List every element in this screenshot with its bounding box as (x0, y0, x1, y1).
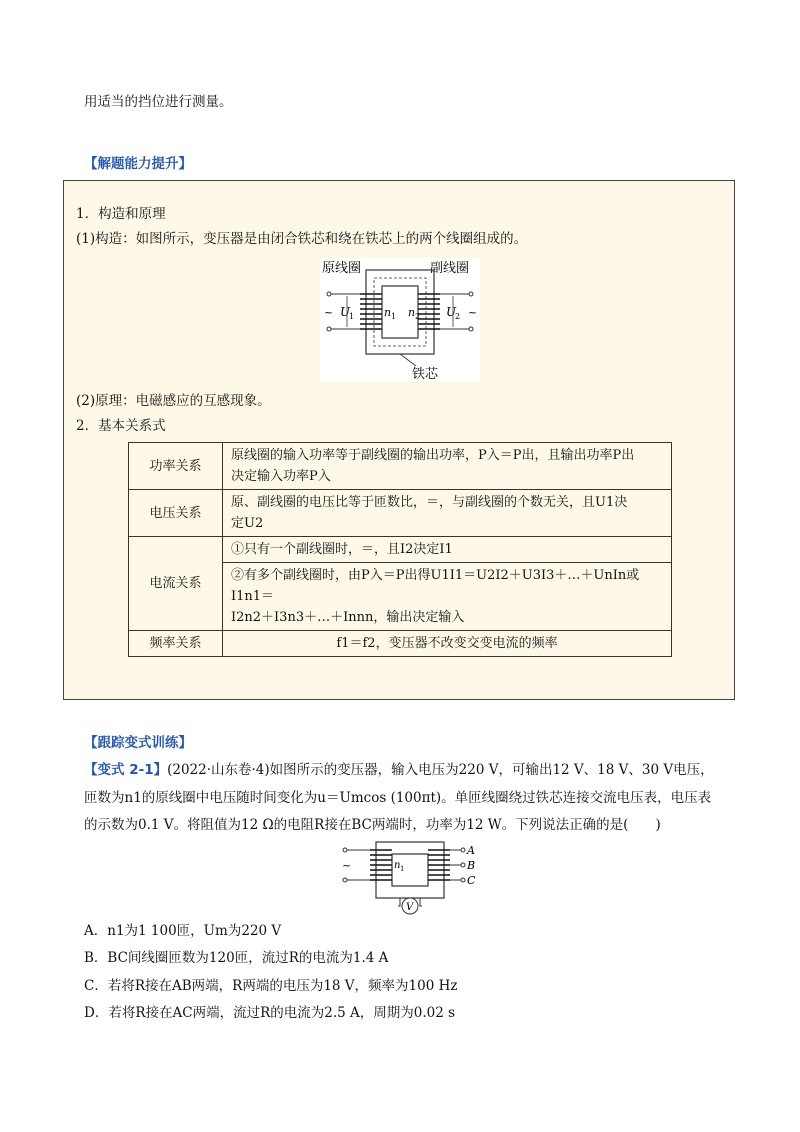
section-title-practice: 【跟踪变式训练】 (84, 735, 192, 751)
power-relation-line1: 原线圈的输入功率等于副线圈的输出功率，P入＝P出，且输出功率P出 (231, 448, 635, 463)
terminal-b-label: B (467, 859, 476, 872)
core-label: 铁芯 (412, 367, 439, 382)
u1-subscript: 1 (349, 312, 355, 321)
u2-subscript: 2 (455, 312, 461, 321)
current-relation-name: 电流关系 (129, 537, 223, 631)
question-line3: 的示数为0.1 V。将阻值为12 Ω的电阻R接在BC两端时，功率为12 W。下列说法正确的是( ) (84, 817, 661, 833)
table-row-power (129, 443, 672, 490)
current-relation-multi-line2: I2n2＋I3n3＋…＋Innn，输出决定输入 (231, 610, 465, 625)
option-b: B．BC间线圈匝数为120匝，流过R的电流为1.4 A (84, 950, 389, 966)
frequency-relation-name: 频率关系 (129, 631, 223, 657)
u1-label: U (340, 305, 351, 319)
ac-output-symbol: ~ (468, 306, 478, 319)
table-row-frequency (129, 631, 672, 657)
option-c: C．若将R接在AB两端，R两端的电压为18 V，频率为100 Hz (84, 978, 458, 994)
n2-subscript: 2 (415, 312, 421, 321)
relation-table (128, 442, 672, 657)
n1-subscript-2: 1 (400, 865, 405, 873)
transformer-figure (320, 258, 480, 382)
item1-structure: (1)构造：如图所示，变压器是由闭合铁芯和绕在铁芯上的两个线圈组成的。 (76, 231, 528, 247)
u2-label: U (446, 305, 457, 319)
question-transformer-figure (340, 838, 480, 918)
secondary-coil-label: 副线圈 (430, 261, 470, 276)
voltage-relation-name: 电压关系 (129, 490, 223, 537)
n2-label: n (408, 306, 416, 319)
primary-coil-label: 原线圈 (322, 261, 362, 276)
option-d: D．若将R接在AC两端，流过R的电流为2.5 A，周期为0.02 s (84, 1005, 456, 1021)
question-text-line1: (2022·山东卷·4)如图所示的变压器，输入电压为220 V，可输出12 V、18 V、30 V电压， (167, 762, 714, 778)
current-relation-single: ①只有一个副线圈时，＝，且I2决定I1 (223, 537, 672, 563)
power-relation-name: 功率关系 (129, 443, 223, 490)
option-a: A．n1为1 100匝，Um为220 V (84, 923, 282, 939)
voltmeter-label: V (406, 902, 414, 913)
question-line1 (84, 760, 714, 780)
item1-principle: (2)原理：电磁感应的互感现象。 (76, 393, 271, 409)
intro-line: 用适当的挡位进行测量。 (84, 94, 233, 110)
item1-title: 1．构造和原理 (76, 206, 166, 222)
transformer-diagram (320, 258, 480, 382)
table-row-voltage (129, 490, 672, 537)
ac-source-symbol: ~ (324, 306, 334, 319)
summary-box (63, 180, 735, 700)
item2-title: 2．基本关系式 (76, 418, 166, 434)
ac-source-symbol-2: ~ (342, 859, 352, 872)
power-relation-line2: 决定输入功率P入 (231, 469, 331, 484)
frequency-relation-text: f1＝f2，变压器不改变交变电流的频率 (223, 631, 672, 657)
table-row-current-single (129, 537, 672, 563)
question-transformer-diagram (340, 838, 480, 918)
section-title-ability: 【解题能力提升】 (84, 156, 192, 172)
question-line2: 匝数为n1的原线圈中电压随时间变化为u＝Umcos (100πt)。单匝线圈绕过铁芯连接交流电压表，电压表 (84, 790, 712, 806)
terminal-a-label: A (467, 844, 475, 857)
voltage-relation-text (223, 490, 672, 537)
n1-subscript: 1 (391, 312, 397, 321)
voltage-relation-line2: 定U2 (231, 516, 264, 531)
n1-label: n (384, 306, 392, 319)
terminal-c-label: C (467, 874, 476, 887)
current-relation-multi-line1: ②有多个副线圈时，由P入＝P出得U1I1＝U2I2＋U3I3＋…＋UnIn或I1n1＝ (231, 568, 640, 604)
question-tag: 【变式 2-1】 (84, 762, 168, 778)
current-relation-multi (223, 563, 672, 631)
voltage-relation-line1: 原、副线圈的电压比等于匝数比，＝，与副线圈的个数无关，且U1决 (231, 495, 628, 510)
power-relation-text (223, 443, 672, 490)
n1-label-2: n (394, 860, 401, 871)
